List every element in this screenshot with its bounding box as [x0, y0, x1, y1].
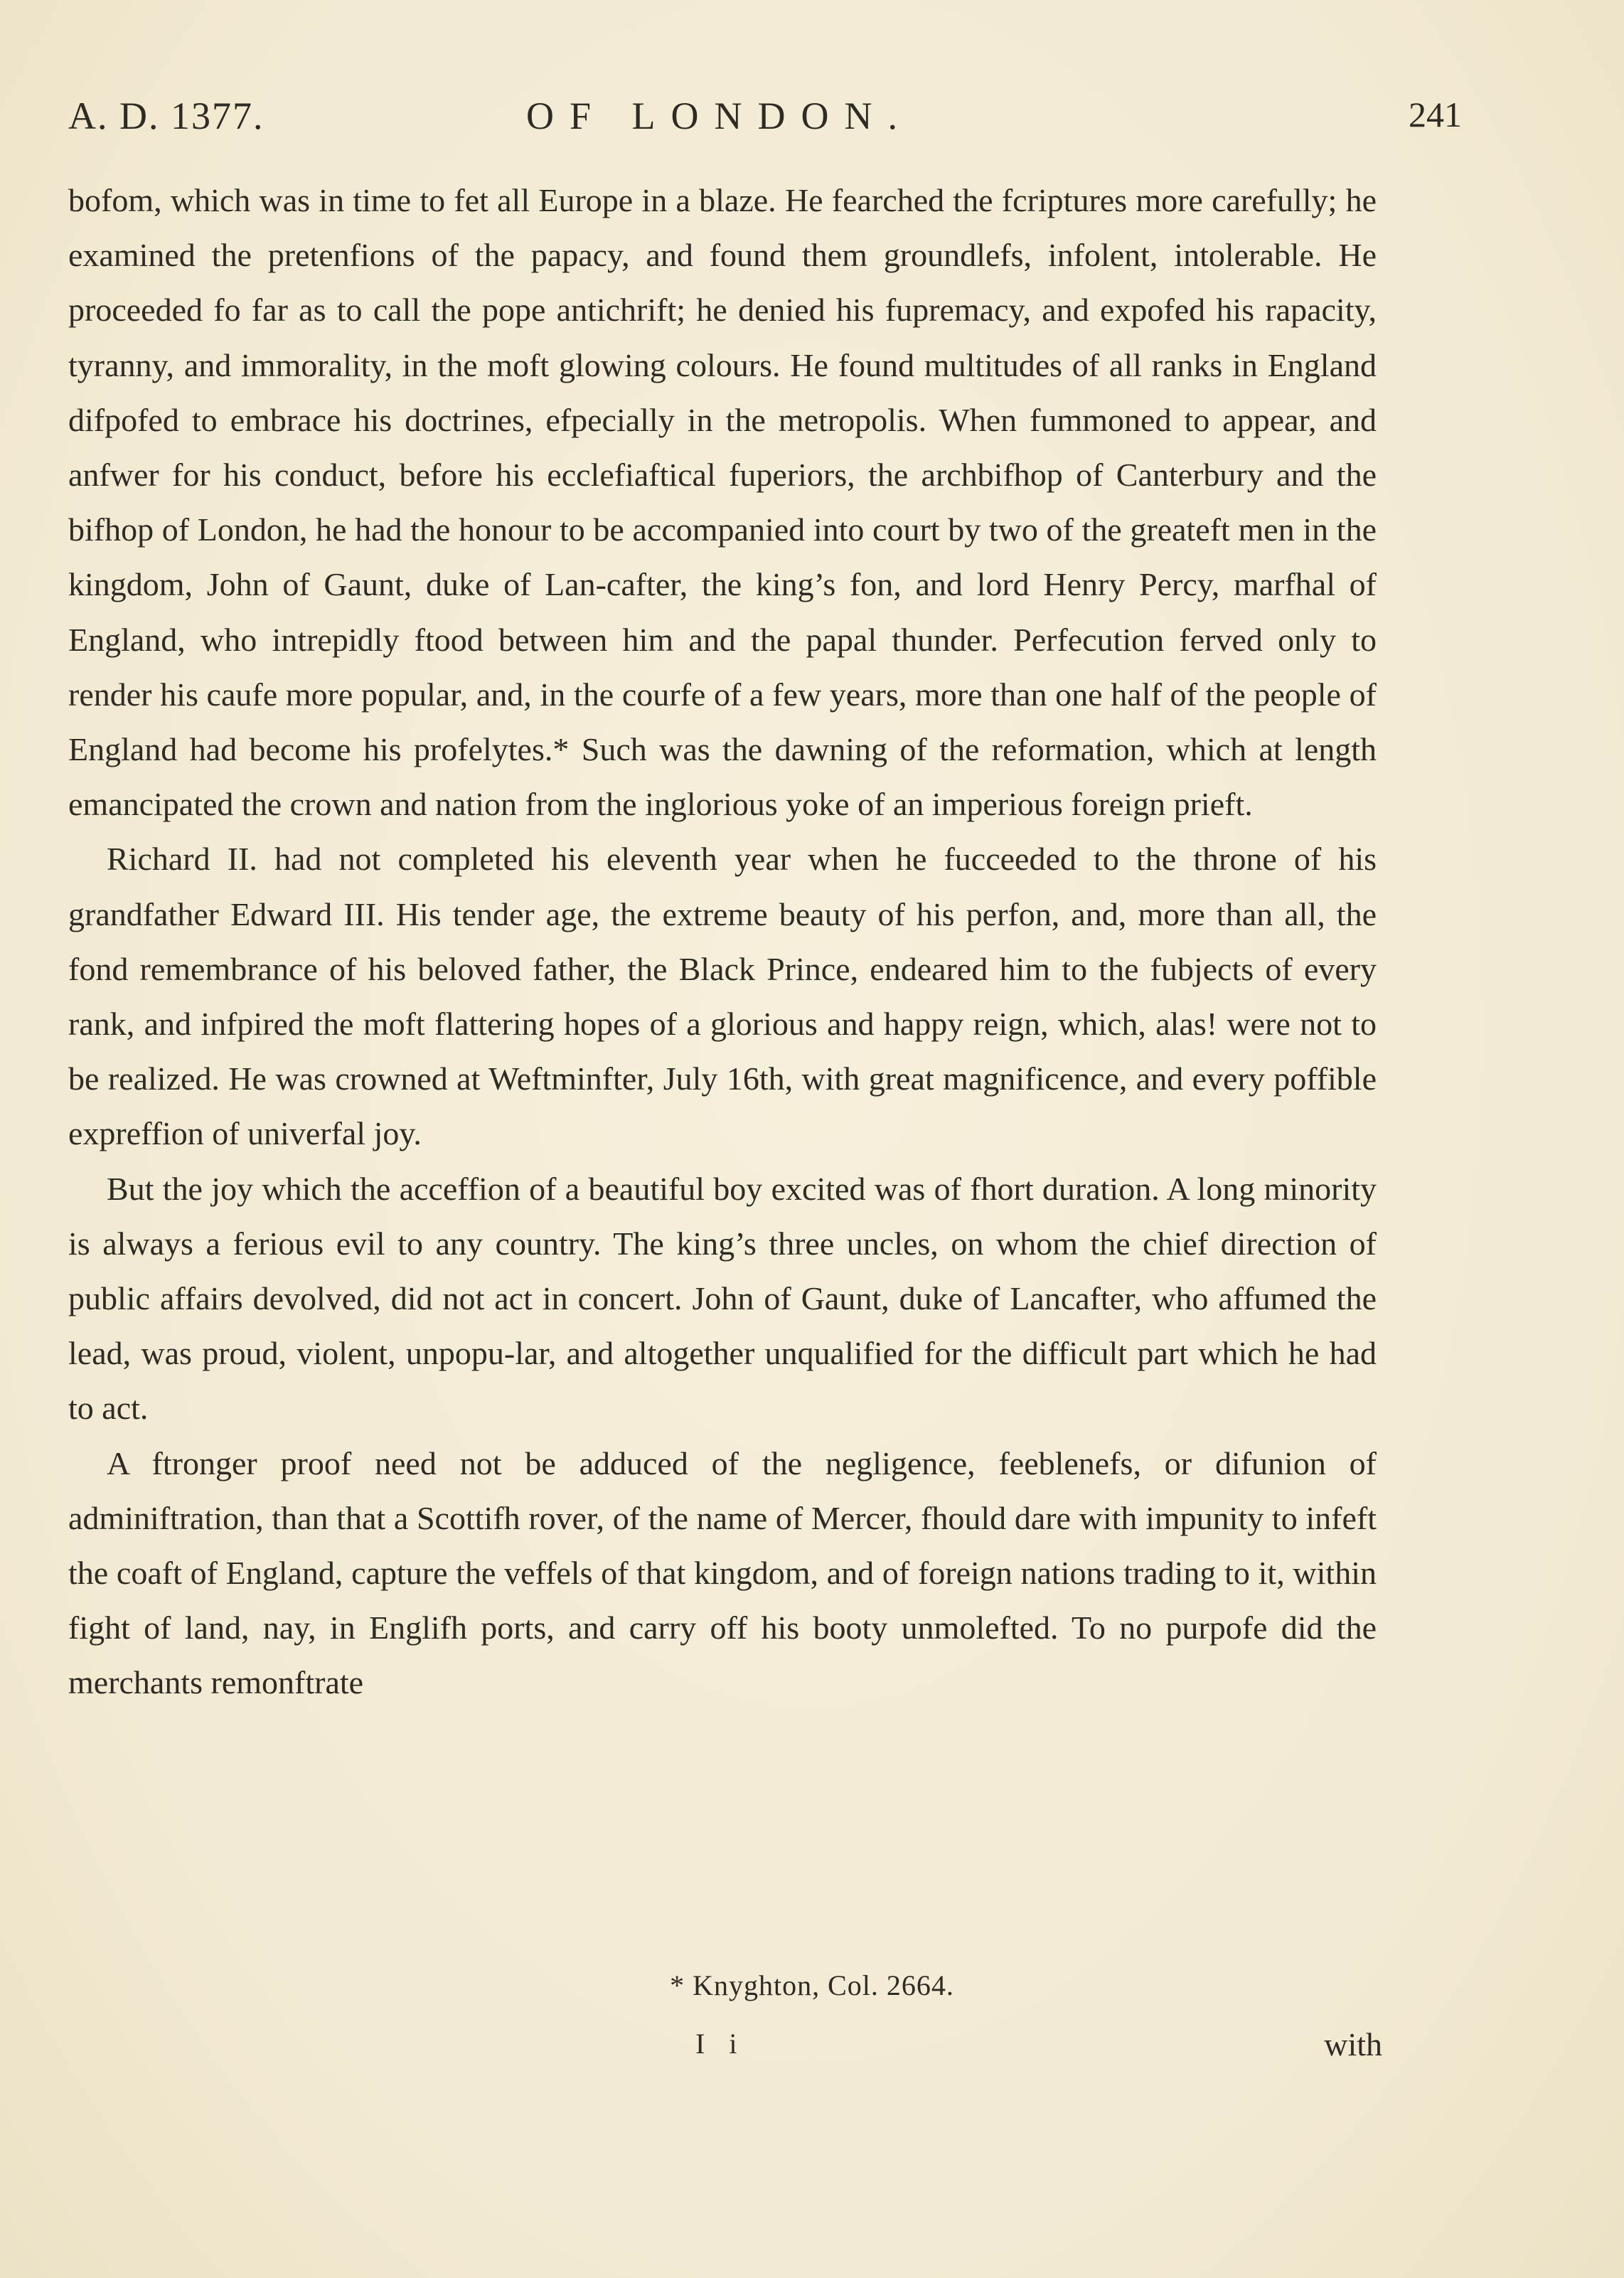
paragraph-1: bofom, which was in time to fet all Europe in a blaze. He fearched the fcriptures more carefully; he examined the pretenfions of the papacy, and found them groundlefs, infolent, intolerable. He proceeded fo far as to call the pope antichrift; he denied his fupremacy, and expofed his rapacity, tyranny, and immorality, in the moft glowing colours. He found multitudes of all ranks in England difpofed to embrace his doctrines, efpecially in the metropolis. When fummoned to appear, and anfwer for his conduct, before his ecclefiaftical fuperiors, the archbifhop of Canterbury and the bifhop of London, he had the honour to be accompanied into court by two of the greateft men in the kingdom, John of Gaunt, duke of Lan-cafter, the king’s fon, and lord Henry Percy, marfhal of England, who intrepidly ftood between him and the papal thunder. Perfecution ferved only to render his caufe more popular, and, in the courfe of a few years, more than one half of the people of England had become his profelytes.* Such was the dawning of the reformation, which at length emancipated the crown and nation from the inglorious yoke of an imperious foreign prieft. [68, 182, 1377, 823]
body-text [68, 173, 1377, 1710]
header-title: OF LONDON. [526, 95, 913, 137]
footnote: * Knyghton, Col. 2664. [670, 1969, 954, 2001]
catchword: with [1324, 2026, 1382, 2063]
paragraph-4: A ftronger proof need not be adduced of the negligence, feeblenefs, or difunion of adminiftration, than that a Scottifh rover, of the name of Mercer, fhould dare with impunity to infeft the coaft of England, capture the veffels of that kingdom, and of foreign nations trading to it, within fight of land, nay, in Englifh ports, and carry off his booty unmolefted. To no purpofe did the merchants remonftrate [68, 1444, 1377, 1701]
running-header [0, 94, 1624, 151]
header-year: A. D. 1377. [68, 95, 265, 137]
paragraph-2: Richard II. had not completed his eleventh year when he fucceeded to the throne of his grandfather Edward III. His tender age, the extreme beauty of his perfon, and, more than all, the fond remembrance of his beloved father, the Black Prince, endeared him to the fubjects of every rank, and infpired the moft flattering hopes of a glorious and happy reign, which, alas! were not to be realized. He was crowned at Weftminfter, July 16th, with great magnificence, and every poffible expreffion of univerfal joy. [68, 841, 1377, 1152]
signature-mark: I i [695, 2028, 746, 2060]
page-number: 241 [1409, 95, 1462, 134]
paragraph-3: But the joy which the acceffion of a beautiful boy excited was of fhort duration. A long minority is always a ferious evil to any country. The king’s three uncles, on whom the chief direction of public affairs devolved, did not act in concert. John of Gaunt, duke of Lancafter, who affumed the lead, was proud, violent, unpopu-lar, and altogether unqualified for the difficult part which he had to act. [68, 1170, 1377, 1427]
